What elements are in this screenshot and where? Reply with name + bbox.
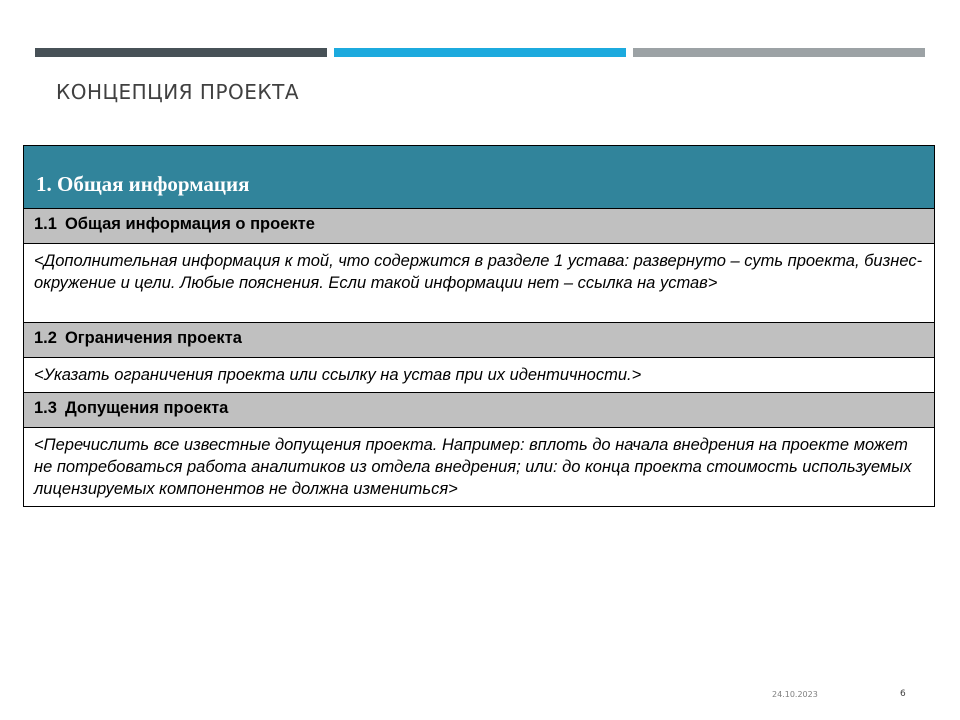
page-number: 6: [900, 689, 906, 699]
accent-bar-dark: [35, 48, 327, 57]
section-title: Общая информация о проекте: [64, 215, 315, 233]
project-info-table: [23, 145, 935, 507]
section-number: 1.2: [34, 329, 57, 347]
section-title: Ограничения проекта: [64, 329, 242, 347]
section-body-general-info: <Дополнительная информация к той, что содержится в разделе 1 устава: развернуто – суть проекта, бизнес-окружение и цели. Любые пояснения. Если такой информации нет – ссылка на устав>: [24, 244, 934, 323]
section-number: 1.1: [34, 215, 57, 233]
slide-title: КОНЦЕПЦИЯ ПРОЕКТА: [56, 80, 300, 104]
section-header-constraints: [24, 323, 934, 358]
section-body-constraints: <Указать ограничения проекта или ссылку на устав при их идентичности.>: [24, 358, 934, 393]
table-heading: 1. Общая информация: [24, 146, 934, 209]
section-header-assumptions: [24, 393, 934, 428]
section-body-assumptions: <Перечислить все известные допущения проекта. Например: вплоть до начала внедрения на проекте может не потребоваться работа аналитиков из отдела внедрения; или: до конца проекта стоимость используемых лицензируемых компонентов не должна измениться>: [24, 428, 934, 506]
section-title: Допущения проекта: [64, 399, 229, 417]
footer-date: 24.10.2023: [772, 690, 818, 699]
accent-bar-gray: [633, 48, 925, 57]
section-number: 1.3: [34, 399, 57, 417]
section-header-general-info: [24, 209, 934, 244]
accent-bar-blue: [334, 48, 626, 57]
